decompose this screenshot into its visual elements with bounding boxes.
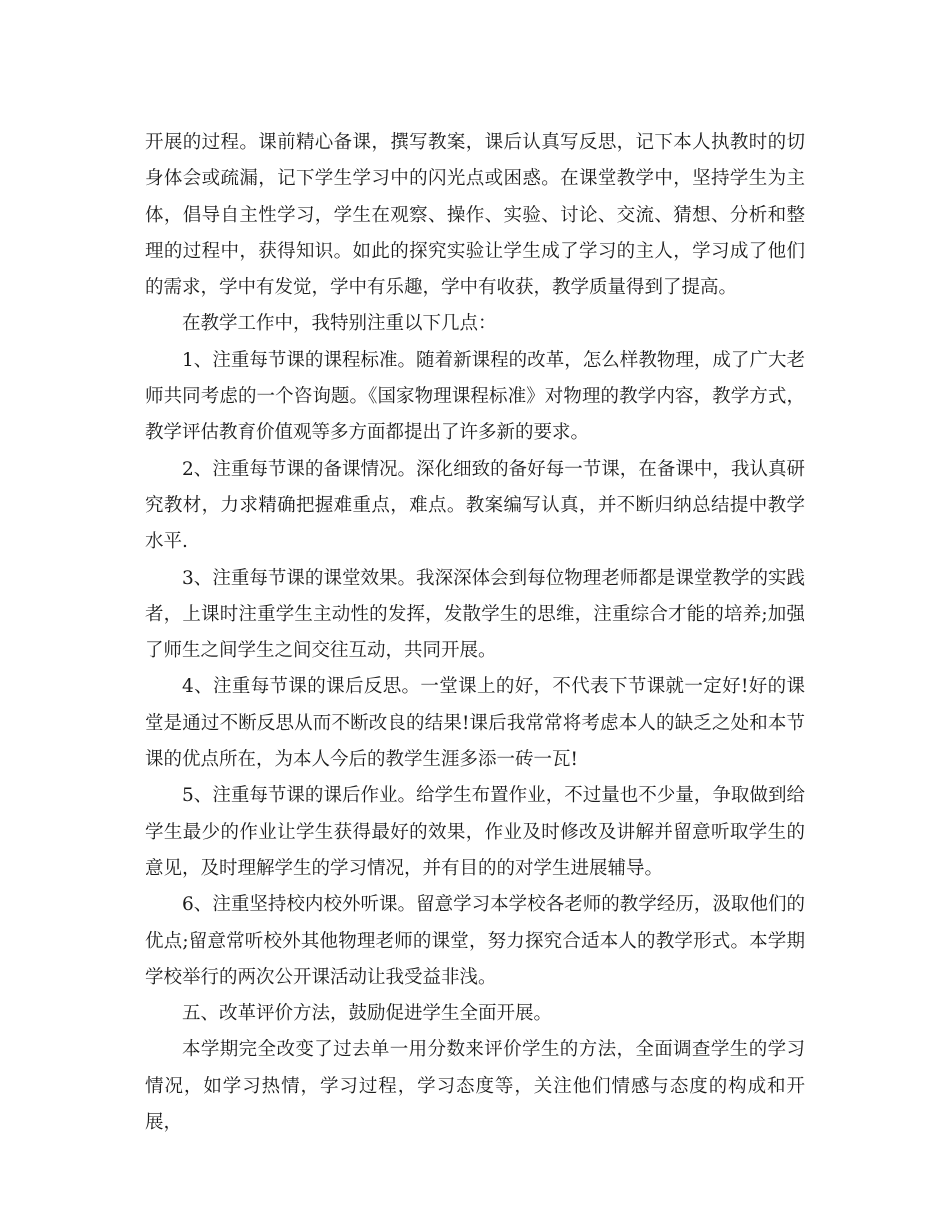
document-body <box>145 125 805 1141</box>
paragraph-4: 2、注重每节课的备课情况。深化细致的备好每一节课，在备课中，我认真研究教材，力求精确把握难重点，难点。教案编写认真，并不断归纳总结提中教学水平. <box>145 458 805 553</box>
paragraph-1: 开展的过程。课前精心备课，撰写教案，课后认真写反思，记下本人执教时的切身体会或疏漏，记下学生学习中的闪光点或困惑。在课堂教学中，坚持学生为主体，倡导自主性学习，学生在观察、操作、实验、讨论、交流、猜想、分析和整理的过程中，获得知识。如此的探究实验让学生成了学习的主人，学习成了他们的需求，学中有发觉，学中有乐趣，学中有收获，教学质量得到了提高。 <box>145 132 805 299</box>
paragraph-3: 1、注重每节课的课程标准。随着新课程的改革，怎么样教物理，成了广大老师共同考虑的一个咨询题。《国家物理课程标准》对物理的教学内容，教学方式，教学评估教育价值观等多方面都提出了许多新的要求。 <box>145 349 805 444</box>
section-heading-5: 五、改革评价方法，鼓励促进学生全面开展。 <box>182 1003 553 1025</box>
paragraph-7: 5、注重每节课的课后作业。给学生布置作业，不过量也不少量，争取做到给学生最少的作业让学生获得最好的效果，作业及时修改及讲解并留意听取学生的意见，及时理解学生的学习情况，并有目的的对学生进展辅导。 <box>145 785 805 879</box>
paragraph-10: 本学期完全改变了过去单一用分数来评价学生的方法，全面调查学生的学习情况，如学习热情，学习过程，学习态度等，关注他们情感与态度的构成和开展， <box>145 1039 805 1134</box>
paragraph-6: 4、注重每节课的课后反思。一堂课上的好，不代表下节课就一定好!好的课堂是通过不断反思从而不断改良的结果!课后我常常将考虑本人的缺乏之处和本节课的优点所在，为本人今后的教学生涯多添一砖一瓦! <box>145 676 805 771</box>
paragraph-2: 在教学工作中，我特别注重以下几点： <box>182 313 497 335</box>
paragraph-8: 6、注重坚持校内校外听课。留意学习本学校各老师的教学经历，汲取他们的优点;留意常听校外其他物理老师的课堂，努力探究合适本人的教学形式。本学期学校举行的两次公开课活动让我受益非浅。 <box>145 894 805 988</box>
paragraph-5: 3、注重每节课的课堂效果。我深深体会到每位物理老师都是课堂教学的实践者，上课时注重学生主动性的发挥，发散学生的思维，注重综合才能的培养;加强了师生之间学生之间交往互动，共同开展。 <box>145 567 805 662</box>
